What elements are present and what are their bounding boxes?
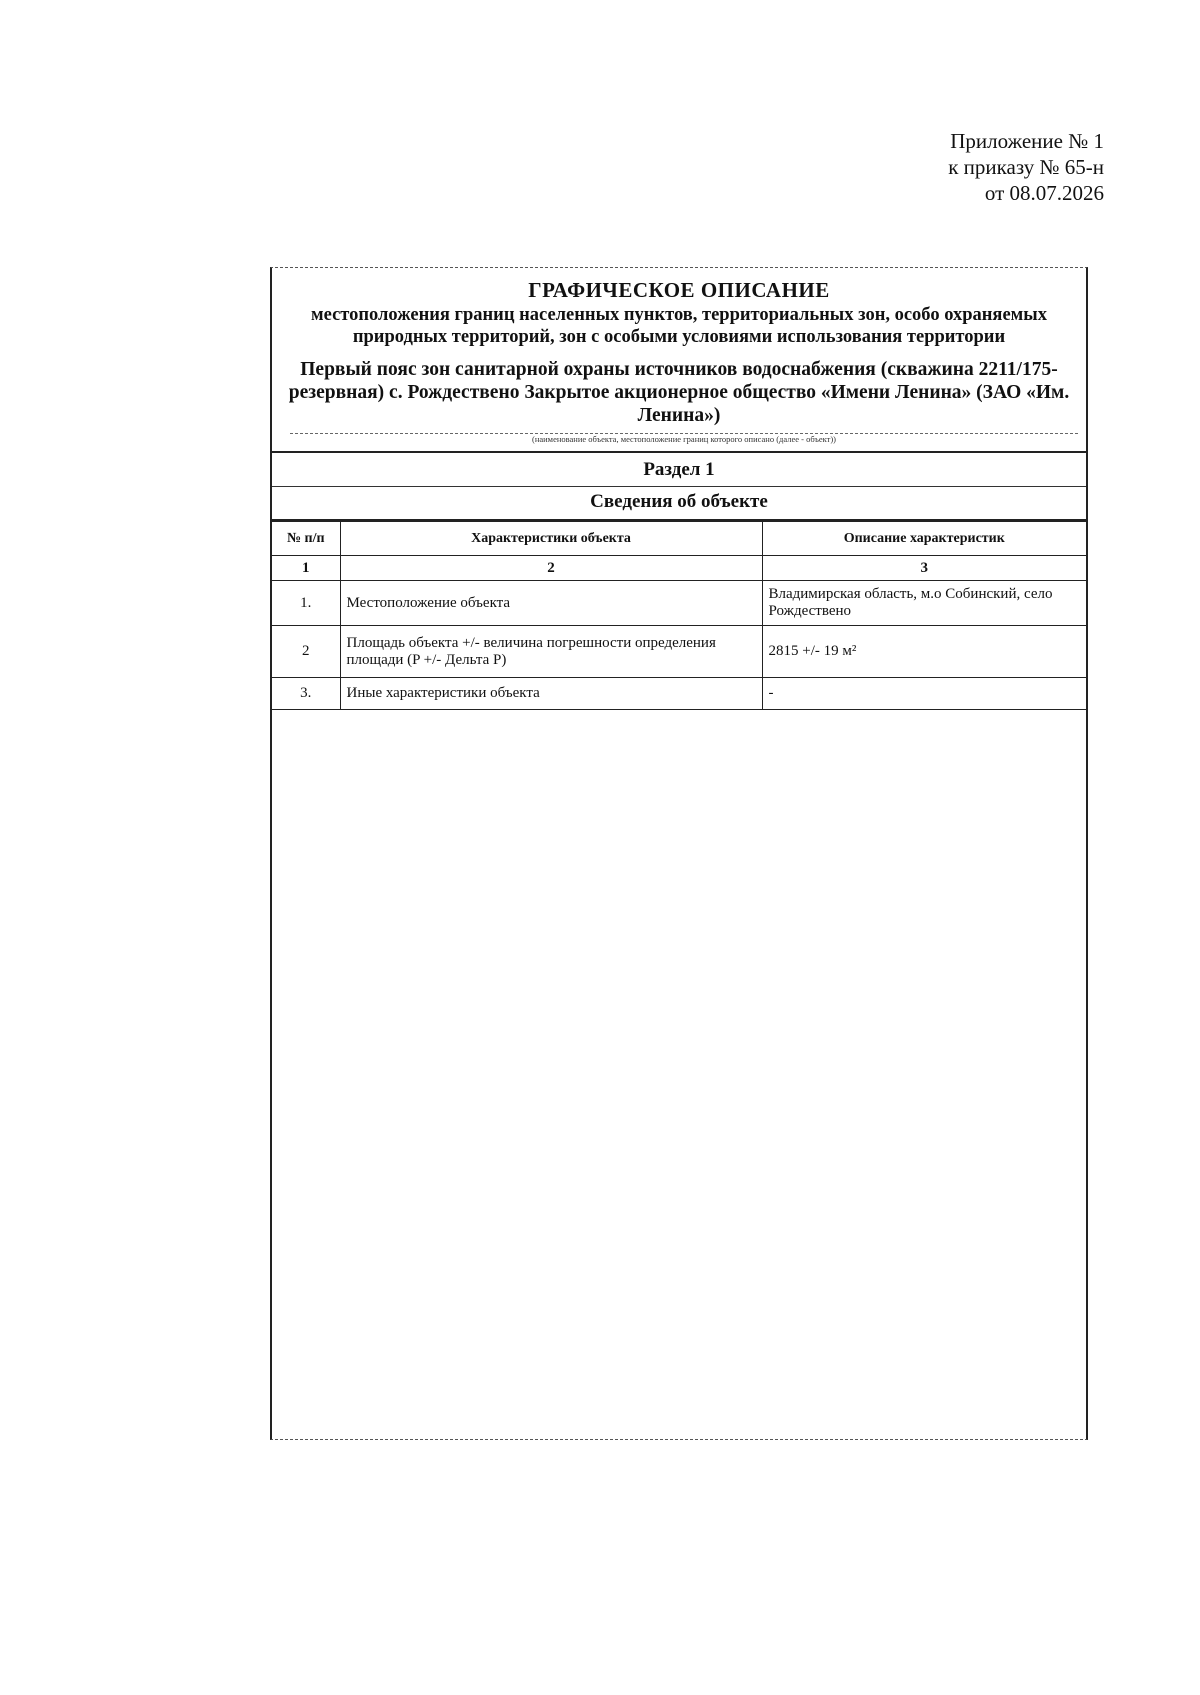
row-description: 2815 +/- 19 м² [762, 626, 1086, 678]
column-index: 2 [340, 556, 762, 581]
row-characteristic: Местоположение объекта [340, 581, 762, 626]
object-properties-table [272, 521, 1086, 710]
document-frame [270, 267, 1088, 1440]
header-number: № п/п [272, 522, 340, 556]
appendix-number: Приложение № 1 [950, 129, 1104, 153]
row-number: 3. [272, 678, 340, 710]
row-description: - [762, 678, 1086, 710]
row-number: 1. [272, 581, 340, 626]
table-row [272, 678, 1086, 710]
header-characteristic: Характеристики объекта [340, 522, 762, 556]
appendix-reference [948, 128, 1104, 206]
row-number: 2 [272, 626, 340, 678]
document-subtitle: местоположения границ населенных пунктов, территориальных зон, особо охраняемых природных территорий, зон с особыми условиями использования территории [311, 305, 1047, 347]
document-title: ГРАФИЧЕСКОЕ ОПИСАНИЕ [528, 278, 830, 302]
object-name: Первый пояс зон санитарной охраны источников водоснабжения (скважина 2211/175-резервная) с. Рождествено Закрытое акционерное общество «Имени Ленина» (ЗАО «Им. Ленина») [288, 359, 1070, 426]
section-title: Раздел 1 [272, 453, 1086, 487]
column-index: 1 [272, 556, 340, 581]
table-row [272, 626, 1086, 678]
section-subtitle: Сведения об объекте [272, 487, 1086, 521]
header-description: Описание характеристик [762, 522, 1086, 556]
object-name-caption: (наименование объекта, местоположение границ которого описано (далее - объект)) [531, 434, 837, 444]
row-characteristic: Площадь объекта +/- величина погрешности определения площади (P +/- Дельта P) [340, 626, 762, 678]
row-description: Владимирская область, м.о Собинский, село Рождествено [762, 581, 1086, 626]
table-header-row [272, 522, 1086, 556]
row-characteristic: Иные характеристики объекта [340, 678, 762, 710]
column-index-row [272, 556, 1086, 581]
table-row [272, 581, 1086, 626]
column-index: 3 [762, 556, 1086, 581]
order-date: от 08.07.2026 [984, 181, 1104, 205]
object-name-underline [290, 433, 1078, 445]
order-number: к приказу № 65-н [948, 155, 1104, 179]
title-block [272, 268, 1086, 427]
